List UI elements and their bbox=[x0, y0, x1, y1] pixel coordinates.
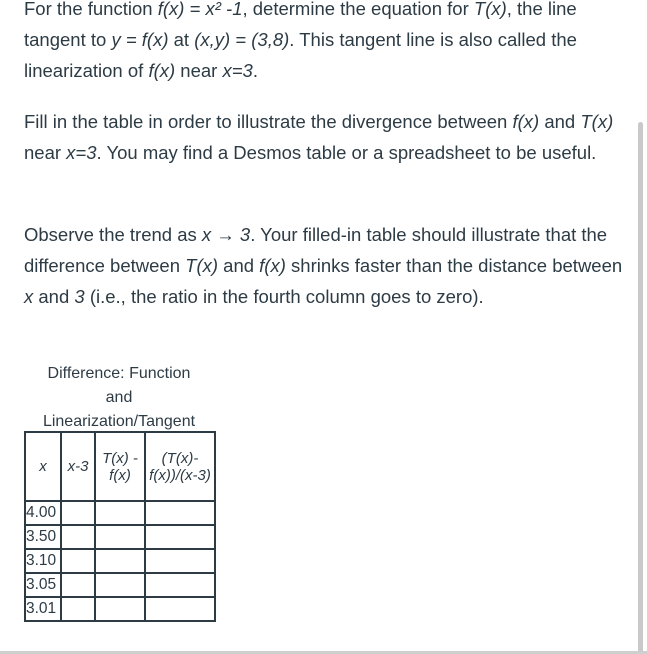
x-value-cell: 4.00 bbox=[25, 501, 61, 525]
header-difference: T(x) - f(x) bbox=[95, 432, 145, 501]
math-equation: y = f(x) bbox=[111, 29, 169, 50]
x-value-cell: 3.10 bbox=[25, 549, 61, 573]
text-segment: Observe the trend as bbox=[24, 224, 202, 245]
x-minus-3-cell[interactable] bbox=[61, 549, 95, 573]
caption-line: Difference: Function bbox=[47, 365, 191, 382]
math-constant: 3 bbox=[74, 286, 85, 307]
text-segment: at bbox=[168, 29, 195, 50]
math-function-ref: f(x) bbox=[259, 255, 286, 276]
text-segment: near bbox=[24, 142, 67, 163]
table-row bbox=[25, 573, 215, 597]
math-function: f(x) = x² -1 bbox=[157, 0, 243, 19]
math-point: (x,y) = (3,8) bbox=[194, 29, 290, 50]
text-segment: shrinks faster than the distance between bbox=[285, 255, 623, 276]
difference-cell[interactable] bbox=[95, 597, 145, 621]
question-paragraph-2 bbox=[24, 106, 624, 168]
math-tangent: T(x) bbox=[580, 111, 614, 132]
difference-cell[interactable] bbox=[95, 525, 145, 549]
table-row bbox=[25, 549, 215, 573]
text-segment: , determine the equation for bbox=[242, 0, 474, 19]
math-value: x=3 bbox=[66, 142, 97, 163]
text-segment: . This tangent line is also called the linearization of bbox=[24, 29, 577, 81]
text-segment: . bbox=[252, 60, 258, 81]
x-minus-3-cell[interactable] bbox=[61, 501, 95, 525]
x-minus-3-cell[interactable] bbox=[61, 573, 95, 597]
x-value-cell: 3.01 bbox=[25, 597, 61, 621]
text-segment: , the line tangent to bbox=[24, 0, 577, 50]
caption-line: and bbox=[105, 389, 133, 406]
table-header-row bbox=[25, 432, 215, 501]
caption-line: Linearization/Tangent bbox=[42, 413, 196, 430]
text-segment: Fill in the table in order to illustrate the divergence between bbox=[24, 111, 513, 132]
vertical-scrollbar[interactable] bbox=[638, 122, 643, 654]
text-segment: and bbox=[218, 255, 260, 276]
difference-cell[interactable] bbox=[95, 501, 145, 525]
x-value-cell: 3.50 bbox=[25, 525, 61, 549]
x-minus-3-cell[interactable] bbox=[61, 597, 95, 621]
table-row bbox=[25, 597, 215, 621]
ratio-cell[interactable] bbox=[145, 525, 215, 549]
table-row bbox=[25, 525, 215, 549]
ratio-cell[interactable] bbox=[145, 573, 215, 597]
text-segment: . Your filled-in table should illustrate that the difference between bbox=[24, 224, 608, 276]
text-segment: near bbox=[175, 60, 223, 81]
ratio-cell[interactable] bbox=[145, 549, 215, 573]
divergence-table bbox=[24, 431, 216, 622]
x-minus-3-cell[interactable] bbox=[61, 525, 95, 549]
ratio-cell[interactable] bbox=[145, 597, 215, 621]
difference-cell[interactable] bbox=[95, 573, 145, 597]
difference-cell[interactable] bbox=[95, 549, 145, 573]
math-limit: x → 3 bbox=[201, 224, 251, 245]
math-variable: x bbox=[24, 286, 34, 307]
text-segment: For the function bbox=[24, 0, 158, 19]
math-tangent: T(x) bbox=[473, 0, 507, 19]
math-value: x=3 bbox=[222, 60, 253, 81]
header-x: x bbox=[25, 432, 61, 501]
question-paragraph-3 bbox=[24, 219, 624, 312]
text-segment: . You may find a Desmos table or a spreadsheet to be useful. bbox=[96, 142, 597, 163]
math-function-ref: f(x) bbox=[148, 60, 176, 81]
text-segment: (i.e., the ratio in the fourth column goes to zero). bbox=[84, 286, 484, 307]
x-value-cell: 3.05 bbox=[25, 573, 61, 597]
math-function-ref: f(x) bbox=[512, 111, 540, 132]
question-paragraph-1 bbox=[24, 0, 624, 86]
text-segment: and bbox=[539, 111, 581, 132]
header-x-minus-3: x-3 bbox=[61, 432, 95, 501]
table-row bbox=[25, 501, 215, 525]
text-segment: and bbox=[33, 286, 75, 307]
header-ratio: (T(x)-f(x))/(x-3) bbox=[145, 432, 215, 501]
math-tangent: T(x) bbox=[185, 255, 219, 276]
table-caption bbox=[24, 362, 214, 434]
ratio-cell[interactable] bbox=[145, 501, 215, 525]
